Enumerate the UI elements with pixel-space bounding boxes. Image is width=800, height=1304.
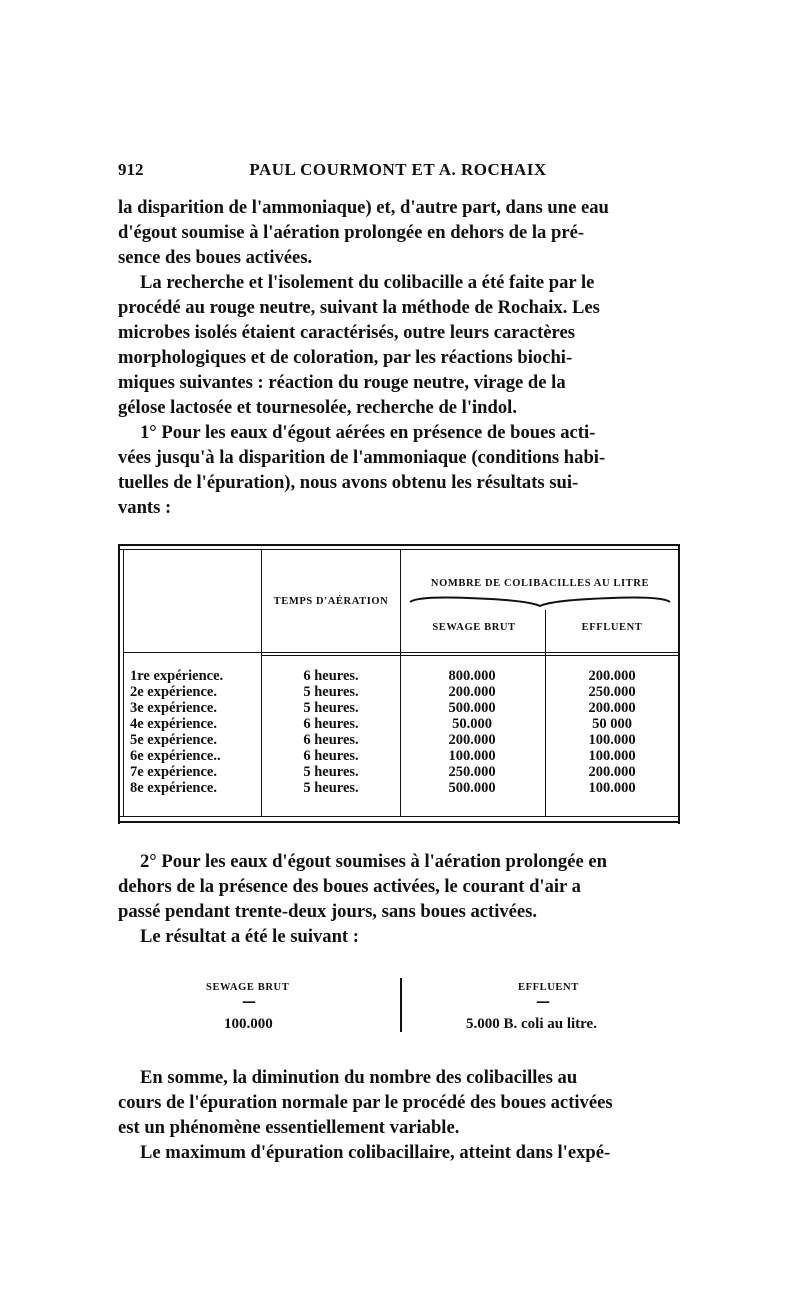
table-row-exp: 5e expérience.: [130, 732, 217, 748]
text-line: La recherche et l'isolement du colibacille a été faite par le: [140, 272, 595, 293]
text-line: tuelles de l'épuration), nous avons obtenu les résultats sui-: [118, 472, 579, 493]
brace-icon: [408, 592, 672, 608]
table-rule: [118, 816, 680, 817]
col-time-header: TEMPS D'AÉRATION: [273, 596, 389, 607]
text-line: vées jusqu'à la disparition de l'ammoniaque (conditions habi-: [118, 447, 606, 468]
table-rule: [118, 544, 120, 824]
text-line: En somme, la diminution du nombre des colibacilles au: [140, 1067, 578, 1088]
text-line: sence des boues activées.: [118, 247, 313, 268]
table-rule: [261, 655, 680, 656]
col-group-header: NOMBRE DE COLIBACILLES AU LITRE: [430, 578, 650, 589]
text-line: morphologiques et de coloration, par les réactions biochi-: [118, 347, 573, 368]
table-row-time: 6 heures.: [303, 748, 359, 764]
mini-right-value: 5.000 B. coli au litre.: [466, 1016, 597, 1032]
table-row-exp: 6e expérience..: [130, 748, 221, 764]
col-eff-header: EFFLUENT: [581, 622, 643, 633]
text-line: Le résultat a été le suivant :: [140, 926, 359, 947]
table-rule: [400, 549, 401, 817]
running-head: [118, 160, 678, 184]
text-line: passé pendant trente-deux jours, sans boues activées.: [118, 901, 538, 922]
table-row-exp: 8e expérience.: [130, 780, 217, 796]
table-row-raw: 500.000: [448, 700, 496, 716]
results-table: [118, 544, 680, 824]
mini-left-label: SEWAGE BRUT: [206, 982, 290, 993]
table-rule: [118, 821, 680, 823]
mini-right-dash: —: [536, 994, 550, 1010]
table-row-time: 6 heures.: [303, 668, 359, 684]
text-line: cours de l'épuration normale par le procédé des boues activées: [118, 1092, 613, 1113]
table-rule: [545, 610, 546, 817]
table-rule: [678, 544, 680, 824]
table-row-eff: 100.000: [588, 780, 636, 796]
table-rule: [118, 544, 680, 546]
mini-separator: [400, 978, 402, 1032]
mini-right-label: EFFLUENT: [518, 982, 579, 993]
table-row-raw: 200.000: [448, 732, 496, 748]
table-row-exp: 4e expérience.: [130, 716, 217, 732]
mini-left-value: 100.000: [224, 1016, 273, 1032]
table-row-eff: 200.000: [588, 668, 636, 684]
text-line: d'égout soumise à l'aération prolongée en dehors de la pré-: [118, 222, 585, 243]
table-row-time: 5 heures.: [303, 684, 359, 700]
table-rule: [123, 652, 261, 653]
mini-left-dash: —: [242, 994, 256, 1010]
page-number: 912: [118, 160, 144, 179]
table-row-time: 5 heures.: [303, 780, 359, 796]
table-row-raw: 100.000: [448, 748, 496, 764]
text-line: microbes isolés étaient caractérisés, outre leurs caractères: [118, 322, 575, 343]
text-line: 1° Pour les eaux d'égout aérées en présence de boues acti-: [140, 422, 596, 443]
result-block: [118, 978, 678, 1038]
table-row-raw: 800.000: [448, 668, 496, 684]
text-line: 2° Pour les eaux d'égout soumises à l'aération prolongée en: [140, 851, 607, 872]
table-rule: [118, 549, 680, 550]
table-row-exp: 2e expérience.: [130, 684, 217, 700]
table-rule: [261, 652, 680, 653]
table-row-eff: 100.000: [588, 732, 636, 748]
table-row-raw: 500.000: [448, 780, 496, 796]
text-line: Le maximum d'épuration colibacillaire, atteint dans l'expé-: [140, 1142, 611, 1163]
text-line: procédé au rouge neutre, suivant la méthode de Rochaix. Les: [118, 297, 600, 318]
table-row-eff: 50 000: [592, 716, 632, 732]
table-row-time: 6 heures.: [303, 716, 359, 732]
table-rule: [261, 549, 262, 817]
text-line: vants :: [118, 497, 172, 518]
table-row-eff: 250.000: [588, 684, 636, 700]
table-row-eff: 100.000: [588, 748, 636, 764]
table-row-time: 6 heures.: [303, 732, 359, 748]
table-row-exp: 7e expérience.: [130, 764, 217, 780]
table-rule: [123, 549, 124, 817]
text-line: gélose lactosée et tournesolée, recherche de l'indol.: [118, 397, 517, 418]
text-line: la disparition de l'ammoniaque) et, d'autre part, dans une eau: [118, 197, 609, 218]
table-row-raw: 50.000: [452, 716, 492, 732]
table-row-raw: 200.000: [448, 684, 496, 700]
table-row-exp: 3e expérience.: [130, 700, 217, 716]
table-row-time: 5 heures.: [303, 764, 359, 780]
header-title: PAUL COURMONT ET A. ROCHAIX: [249, 160, 547, 179]
table-row-eff: 200.000: [588, 700, 636, 716]
text-line: est un phénomène essentiellement variable.: [118, 1117, 460, 1138]
table-row-raw: 250.000: [448, 764, 496, 780]
table-row-exp: 1re expérience.: [130, 668, 224, 684]
text-line: miques suivantes : réaction du rouge neutre, virage de la: [118, 372, 566, 393]
table-row-eff: 200.000: [588, 764, 636, 780]
table-row-time: 5 heures.: [303, 700, 359, 716]
col-raw-header: SEWAGE BRUT: [432, 622, 516, 633]
text-line: dehors de la présence des boues activées, le courant d'air a: [118, 876, 581, 897]
